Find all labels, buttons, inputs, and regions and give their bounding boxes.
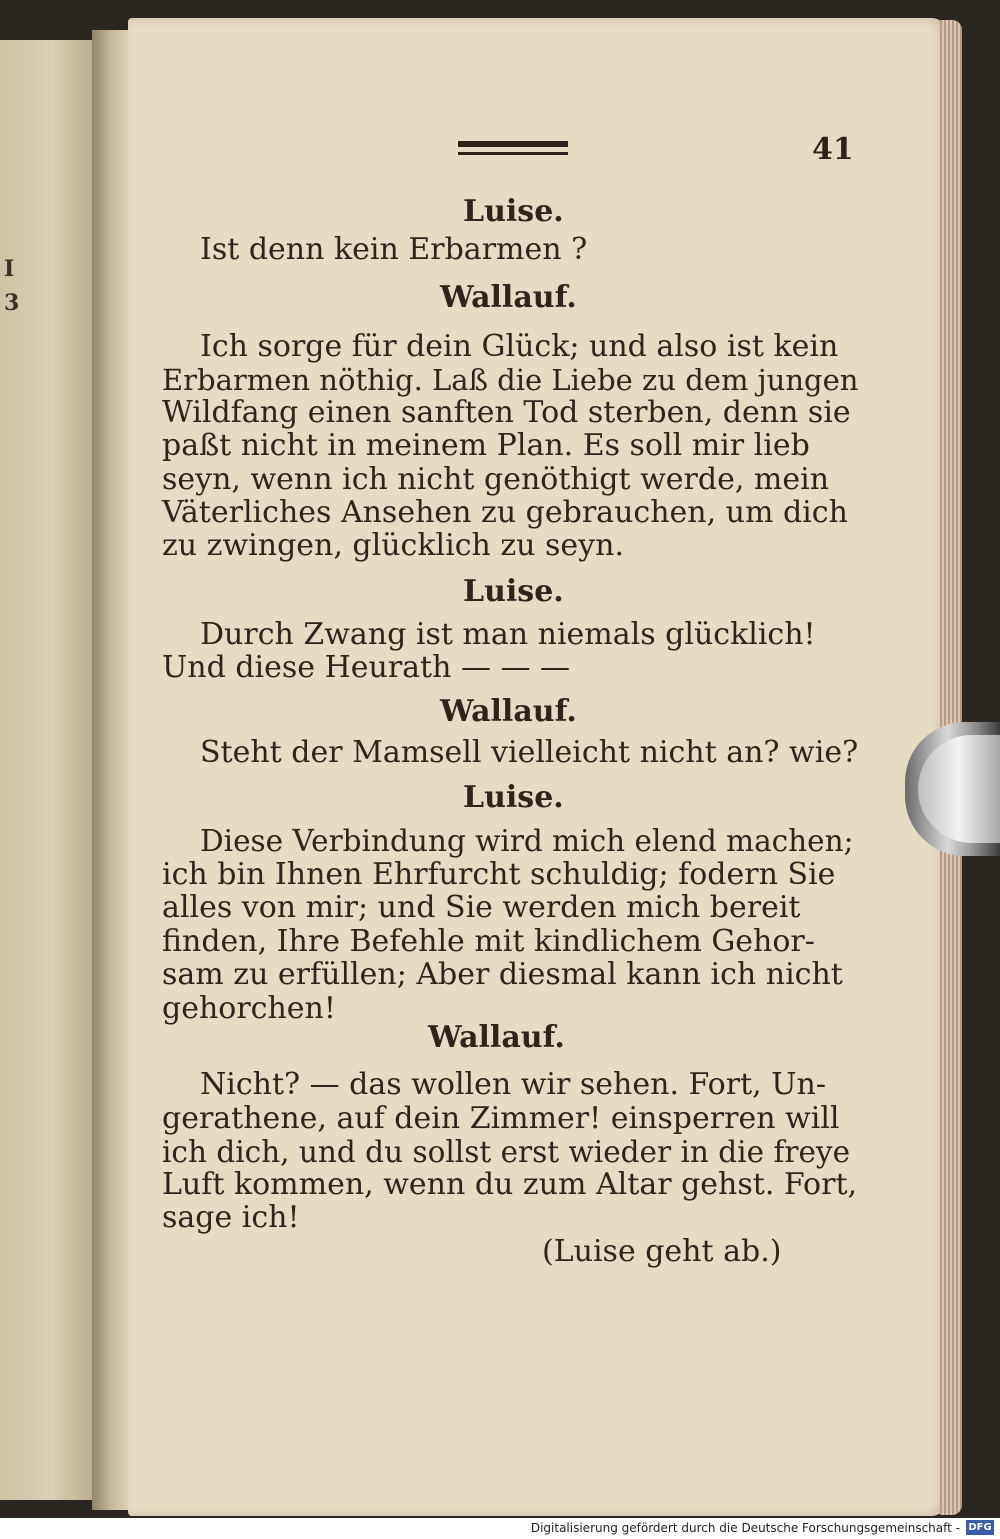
page-number: 41 — [812, 132, 854, 167]
text-line: alles von mir; und Sie werden mich bereit — [162, 890, 801, 925]
book-gutter — [92, 30, 132, 1510]
text-line: finden, Ihre Befehle mit kindlichem Gehor- — [162, 924, 815, 959]
text-line: paßt nicht in meinem Plan. Es soll mir lieb — [162, 428, 810, 463]
speaker-name: Luise. — [463, 780, 564, 815]
text-line: sam zu erfüllen; Aber diesmal kann ich nicht — [162, 957, 843, 992]
text-line: Und diese Heurath — — — — [162, 650, 571, 685]
text-line: ich dich, und du sollst erst wieder in die freye — [162, 1135, 851, 1169]
text-line: Ist denn kein Erbarmen ? — [200, 232, 588, 267]
footer-credit: Digitalisierung gefördert durch die Deutsche Forschungsgemeinschaft - — [530, 1521, 960, 1535]
text-line: sage ich! — [162, 1200, 300, 1235]
facing-page-mark: 3 — [4, 290, 20, 316]
text-line: gehorchen! — [162, 991, 336, 1026]
text-line: Erbarmen nöthig. Laß die Liebe zu dem jungen — [162, 363, 859, 397]
text-line: Luft kommen, wenn du zum Altar gehst. Fort, — [162, 1167, 858, 1202]
digitization-footer — [0, 1518, 1000, 1539]
text-line: Ich sorge für dein Glück; und also ist kein — [200, 329, 839, 364]
header-rule — [458, 141, 568, 147]
text-line: Durch Zwang ist man niemals glücklich! — [200, 617, 816, 652]
speaker-name: Luise. — [463, 574, 564, 609]
text-line: Steht der Mamsell vielleicht nicht an? wie? — [200, 735, 859, 770]
text-line: seyn, wenn ich nicht genöthigt werde, mein — [162, 462, 830, 497]
speaker-name: Wallauf. — [440, 694, 577, 729]
speaker-name: Luise. — [463, 194, 564, 229]
speaker-name: Wallauf. — [440, 280, 577, 315]
stage-direction: (Luise geht ab.) — [542, 1234, 782, 1269]
text-line: Wildfang einen sanften Tod sterben, denn sie — [162, 395, 851, 430]
text-line: gerathene, auf dein Zimmer! einsperren will — [162, 1101, 840, 1136]
text-line: ich bin Ihnen Ehrfurcht schuldig; fodern Sie — [162, 857, 836, 892]
text-line: Väterliches Ansehen zu gebrauchen, um dich — [162, 495, 848, 530]
text-line: zu zwingen, glücklich zu seyn. — [162, 528, 624, 563]
dfg-logo: DFG — [966, 1520, 994, 1535]
text-line: Diese Verbindung wird mich elend machen; — [200, 824, 854, 858]
header-rule-thin — [458, 152, 568, 155]
text-line: Nicht? — das wollen wir sehen. Fort, Un- — [200, 1067, 826, 1102]
speaker-name: Wallauf. — [428, 1020, 565, 1055]
facing-page-mark: I — [4, 256, 15, 282]
